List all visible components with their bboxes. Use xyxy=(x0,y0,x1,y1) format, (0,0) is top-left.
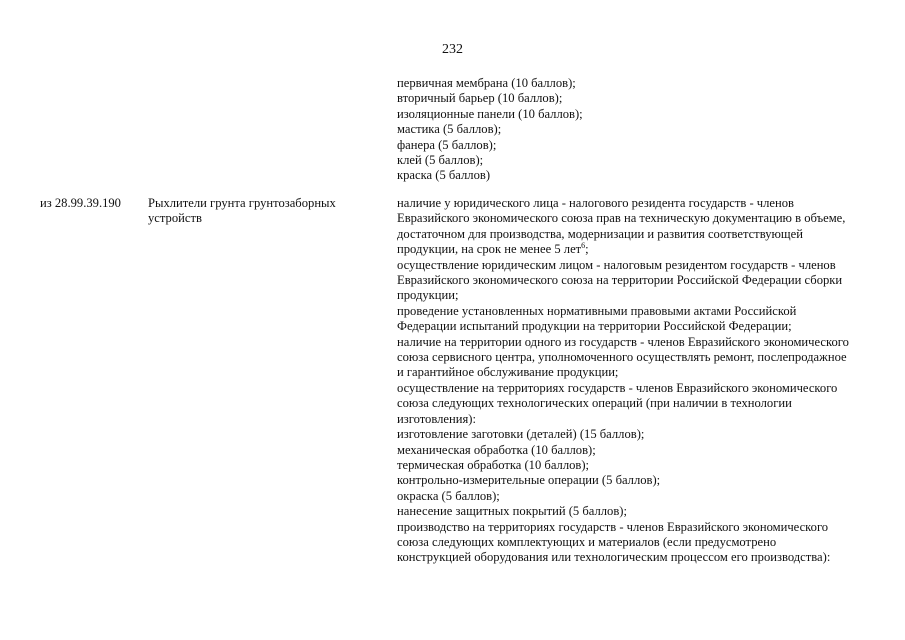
requirement-line: союза следующих комплектующих и материалов (если предусмотрено xyxy=(397,534,777,549)
requirement-line: изготовления): xyxy=(397,411,476,426)
product-name-line: Рыхлители грунта грунтозаборных xyxy=(148,196,336,210)
continued-requirements-list xyxy=(397,76,877,184)
requirement-line: наличие на территории одного из государств - членов Евразийского экономического xyxy=(397,334,849,349)
requirements-text xyxy=(397,196,877,566)
requirement-line: окраска (5 баллов); xyxy=(397,488,500,503)
okpd2-code: из 28.99.39.190 xyxy=(40,196,121,210)
requirement-line: и гарантийное обслуживание продукции; xyxy=(397,365,619,380)
requirement-line: наличие у юридического лица - налогового резидента государств - членов xyxy=(397,196,794,210)
requirement-line: осуществление юридическим лицом - налоговым резидентом государств - членов xyxy=(397,257,836,272)
list-item: вторичный барьер (10 баллов); xyxy=(397,91,563,106)
requirement-line: Федерации испытаний продукции на территории Российской Федерации; xyxy=(397,319,792,334)
requirement-line: механическая обработка (10 баллов); xyxy=(397,442,596,457)
requirement-line: осуществление на территориях государств - членов Евразийского экономического xyxy=(397,380,838,395)
requirement-line: Евразийского экономического союза прав на техническую документацию в объеме, xyxy=(397,211,846,226)
list-item: клей (5 баллов); xyxy=(397,153,484,168)
requirement-line: продукции; xyxy=(397,288,459,303)
requirement-line: нанесение защитных покрытий (5 баллов); xyxy=(397,504,627,519)
list-item: краска (5 баллов) xyxy=(397,168,491,183)
requirement-line: термическая обработка (10 баллов); xyxy=(397,457,590,472)
requirement-line: союза сервисного центра, уполномоченного осуществлять ремонт, послепродажное xyxy=(397,350,847,365)
requirement-line: конструкцией оборудования или технологическим процессом его производства): xyxy=(397,550,831,565)
requirement-line xyxy=(397,242,877,257)
requirement-line: производство на территориях государств - членов Евразийского экономического xyxy=(397,519,829,534)
list-item: фанера (5 баллов); xyxy=(397,137,497,152)
product-name xyxy=(148,196,363,227)
requirement-line: контрольно-измерительные операции (5 баллов); xyxy=(397,473,661,488)
requirement-line: достаточном для производства, модернизации и развития соответствующей xyxy=(397,226,803,241)
list-item: первичная мембрана (10 баллов); xyxy=(397,76,576,90)
list-item: изоляционные панели (10 баллов); xyxy=(397,106,583,121)
page-number: 232 xyxy=(442,42,463,57)
requirement-line: проведение установленных нормативными правовыми актами Российской xyxy=(397,303,797,318)
requirement-punctuation: ; xyxy=(585,242,589,257)
requirement-text: продукции, на срок не менее 5 лет xyxy=(397,242,582,257)
list-item: мастика (5 баллов); xyxy=(397,122,502,137)
footnote-marker: 6 xyxy=(581,241,586,251)
requirement-line: союза следующих технологических операций (при наличии в технологии xyxy=(397,396,792,411)
product-name-line: устройств xyxy=(148,211,202,226)
requirement-line: Евразийского экономического союза на территории Российской Федерации сборки xyxy=(397,273,843,288)
requirement-line: изготовление заготовки (деталей) (15 баллов); xyxy=(397,427,645,442)
